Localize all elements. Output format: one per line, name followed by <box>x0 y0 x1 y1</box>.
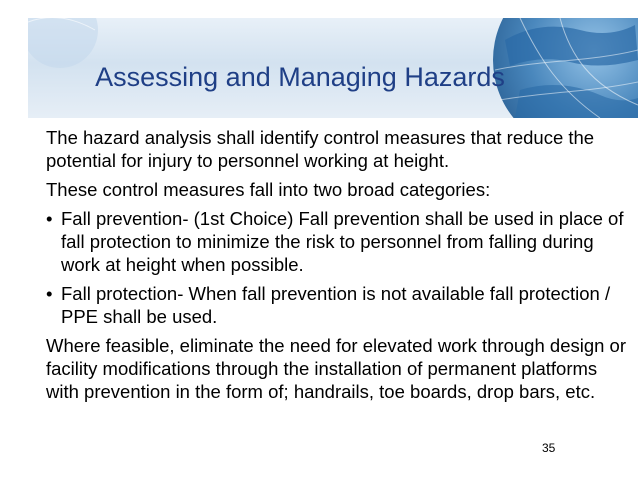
bullet-item-fall-protection <box>46 282 626 328</box>
closing-paragraph: Where feasible, eliminate the need for elevated work through design or facility modifications through the installation of permanent platforms with prevention in the form of; handrails, toe boards, drop bars, etc. <box>46 335 627 402</box>
bullet-marker: • <box>46 208 53 229</box>
paragraph-2: These control measures fall into two broad categories: <box>46 179 491 200</box>
bullet-item-fall-prevention <box>46 207 626 276</box>
page-number: 35 <box>542 441 556 455</box>
bullet-text: Fall protection- When fall prevention is not available fall protection / PPE shall be used. <box>61 283 611 327</box>
bullet-text: Fall prevention- (1st Choice) Fall prevention shall be used in place of fall protection to minimize the risk to personnel from falling during work at height when possible. <box>61 208 624 275</box>
bullet-marker: • <box>46 283 53 304</box>
slide-title: Assessing and Managing Hazards <box>95 62 505 92</box>
paragraph-1: The hazard analysis shall identify control measures that reduce the potential for injury to personnel working at height. <box>46 127 595 171</box>
slide-body <box>46 126 626 409</box>
